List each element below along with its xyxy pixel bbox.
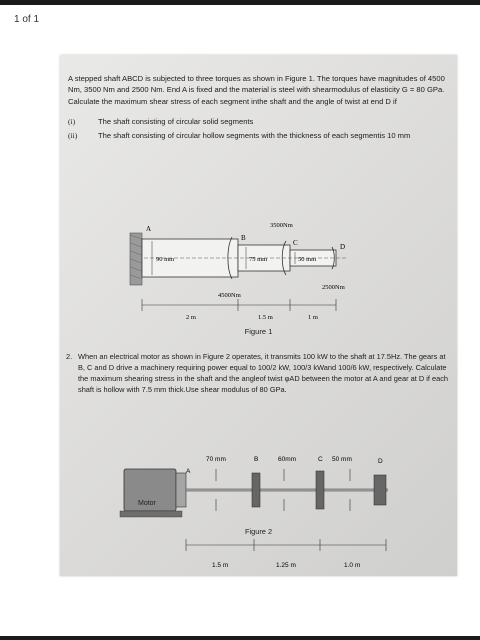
question-2-text: When an electrical motor as shown in Figure 2 operates, it transmits 100 kW to the shaft at 17.5Hz. The gears at B, C and D drive a machinery requiring power equal to 100/2 kW, 100/3 kWand 100/6 kW, respectively. Calculate the maximum shearing stress in the shaft and the angleof twist φAD between the motor at A and gear at D if each shaft is hollow with 7.5 mm thick.Use shear modulus of 80 GPa. xyxy=(78,352,449,394)
list-item-number: (i) xyxy=(68,117,76,127)
question-1 xyxy=(68,73,450,141)
length-cd: 1.0 m xyxy=(344,562,361,569)
figure-2-diagram xyxy=(116,419,396,569)
label-c: C xyxy=(318,456,323,463)
gear-d xyxy=(374,475,386,505)
top-border xyxy=(0,0,480,5)
question-2-number: 2. xyxy=(66,352,73,361)
diameter-ab: 70 mm xyxy=(206,456,226,463)
gear-c xyxy=(316,471,324,509)
list-item xyxy=(68,130,450,141)
diameter-cd: 50 mm xyxy=(332,456,352,463)
torque-b: 4500Nm xyxy=(218,292,241,299)
label-a: A xyxy=(146,225,152,233)
figure-1-diagram xyxy=(110,213,370,341)
list-item-text: The shaft consisting of circular hollow segments with the thickness of each segmentis 10 mm xyxy=(98,130,411,140)
motor-base xyxy=(120,511,182,517)
label-b: B xyxy=(254,456,259,463)
question-1-list xyxy=(68,116,450,141)
length-cd: 1 m xyxy=(308,314,318,321)
length-bc: 1.25 m xyxy=(276,562,296,569)
question-1-intro: A stepped shaft ABCD is subjected to three torques as shown in Figure 1. The torques have magnitudes of 4500 Nm, 3500 Nm and 2500 Nm. End A is fixed and the material is steel with shearmodulus of elasticity G = 80 GPa. Calculate the maximum shear stress of each segment inthe shaft and the angle of twist at end D if xyxy=(68,74,445,106)
page-counter: 1 of 1 xyxy=(14,14,40,25)
label-d: D xyxy=(340,243,346,251)
gear-b xyxy=(252,473,260,507)
torque-c: 3500Nm xyxy=(270,222,293,229)
diameter-bc: 75 mm xyxy=(249,256,268,263)
list-item-text: The shaft consisting of circular solid segments xyxy=(98,117,254,127)
diameter-bc: 60mm xyxy=(278,456,297,463)
label-a: A xyxy=(186,468,191,475)
figure-2-caption: Figure 2 xyxy=(244,527,273,536)
diameter-ab: 90 mm xyxy=(156,256,175,263)
document-photo xyxy=(60,55,457,576)
list-item xyxy=(68,116,450,127)
label-d: D xyxy=(378,458,383,465)
length-ab: 2 m xyxy=(186,314,196,321)
label-c: C xyxy=(293,239,298,247)
question-2 xyxy=(66,351,452,395)
bottom-border xyxy=(0,636,480,640)
length-ab: 1.5 m xyxy=(212,562,229,569)
length-bc: 1.5 m xyxy=(258,314,273,321)
label-b: B xyxy=(241,234,246,242)
figure-1-caption: Figure 1 xyxy=(244,327,273,336)
motor-label: Motor xyxy=(138,500,156,507)
diameter-cd: 50 mm xyxy=(298,256,317,263)
torque-d: 2500Nm xyxy=(322,284,345,291)
list-item-number: (ii) xyxy=(68,130,78,140)
